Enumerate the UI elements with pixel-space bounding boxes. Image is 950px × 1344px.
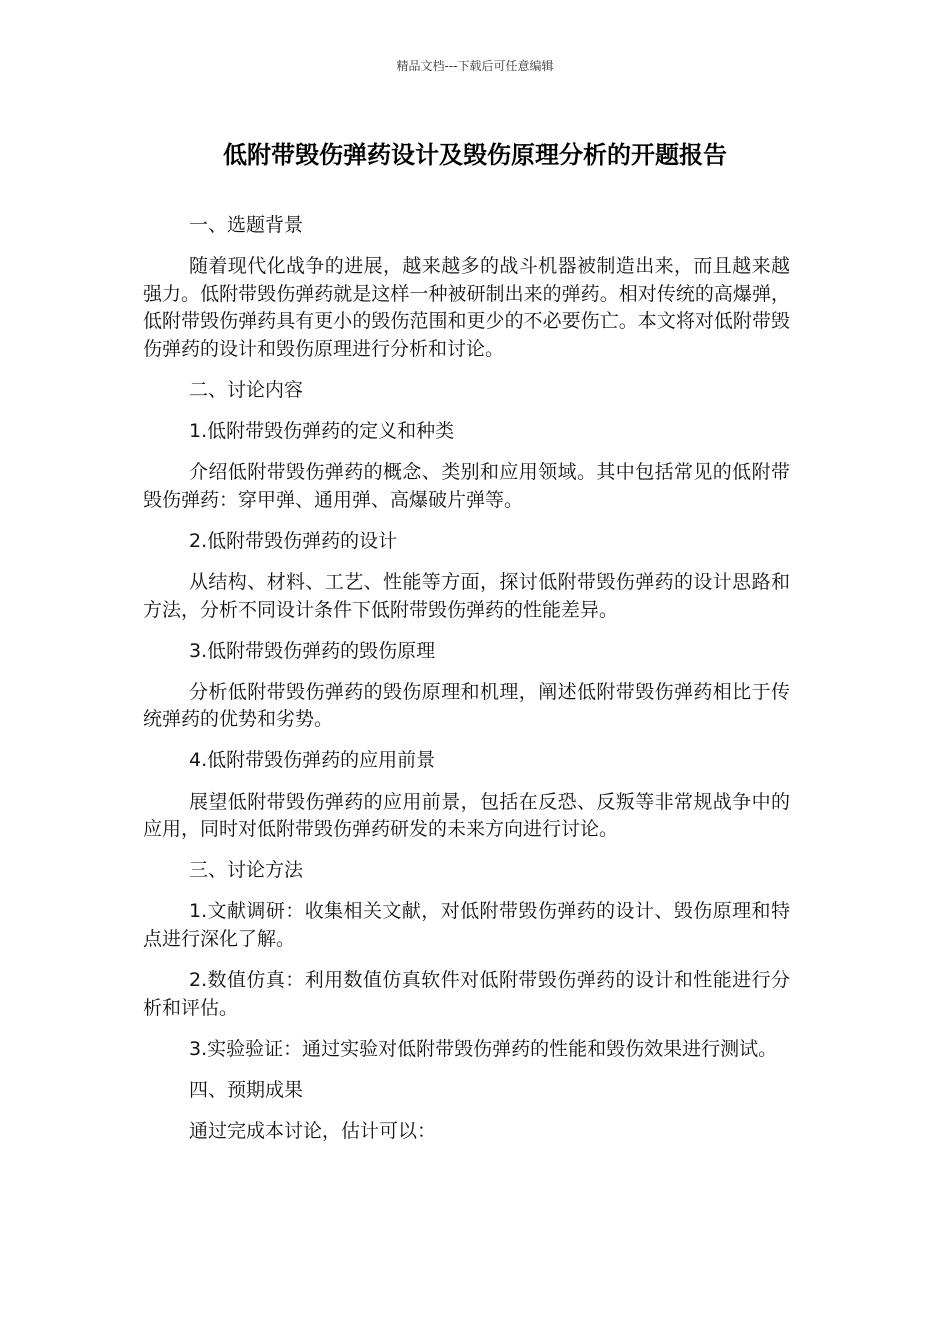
content-item-1-text: 介绍低附带毁伤弹药的概念、类别和应用领域。其中包括常见的低附带毁伤弹药：穿甲弹、通用弹、高爆破片弹等。 [143,461,790,511]
method-item-1: 1.文献调研：收集相关文献，对低附带毁伤弹药的设计、毁伤原理和特点进行深化了解。 [143,900,790,950]
document-title: 低附带毁伤弹药设计及毁伤原理分析的开题报告 [223,141,727,169]
section-heading-background: 一、选题背景 [189,214,304,236]
background-paragraph: 随着现代化战争的进展，越来越多的战斗机器被制造出来，而且越来越强力。低附带毁伤弹药就是这样一种被研制出来的弹药。相对传统的高爆弹，低附带毁伤弹药具有更小的毁伤范围和更少的不必要伤亡。本文将对低附带毁伤弹药的设计和毁伤原理进行分析和讨论。 [143,255,790,360]
section-heading-expected-results: 四、预期成果 [189,1078,304,1101]
expected-results-paragraph: 通过完成本讨论，估计可以： [189,1119,437,1142]
content-item-4-text: 展望低附带毁伤弹药的应用前景，包括在反恐、反叛等非常规战争中的应用，同时对低附带毁伤弹药研发的未来方向进行讨论。 [143,790,790,841]
page-header-note: 精品文档---下载后可任意编辑 [396,59,554,73]
document-body [143,212,790,1159]
content-item-2-title: 2.低附带毁伤弹药的设计 [189,529,398,552]
content-item-3-title: 3.低附带毁伤弹药的毁伤原理 [189,639,436,662]
method-item-2: 2.数值仿真：利用数值仿真软件对低附带毁伤弹药的设计和性能进行分析和评估。 [143,968,790,1019]
content-item-4-title: 4.低附带毁伤弹药的应用前景 [189,749,436,772]
section-heading-content: 二、讨论内容 [189,378,304,401]
content-item-3-text: 分析低附带毁伤弹药的毁伤原理和机理，阐述低附带毁伤弹药相比于传统弹药的优势和劣势。 [143,680,790,731]
section-heading-methods: 三、讨论方法 [189,859,304,882]
content-item-1-title: 1.低附带毁伤弹药的定义和种类 [189,420,455,443]
content-item-2-text: 从结构、材料、工艺、性能等方面，探讨低附带毁伤弹药的设计思路和方法，分析不同设计条件下低附带毁伤弹药的性能差异。 [143,570,790,621]
method-item-3: 3.实验验证：通过实验对低附带毁伤弹药的性能和毁伤效果进行测试。 [189,1037,778,1060]
